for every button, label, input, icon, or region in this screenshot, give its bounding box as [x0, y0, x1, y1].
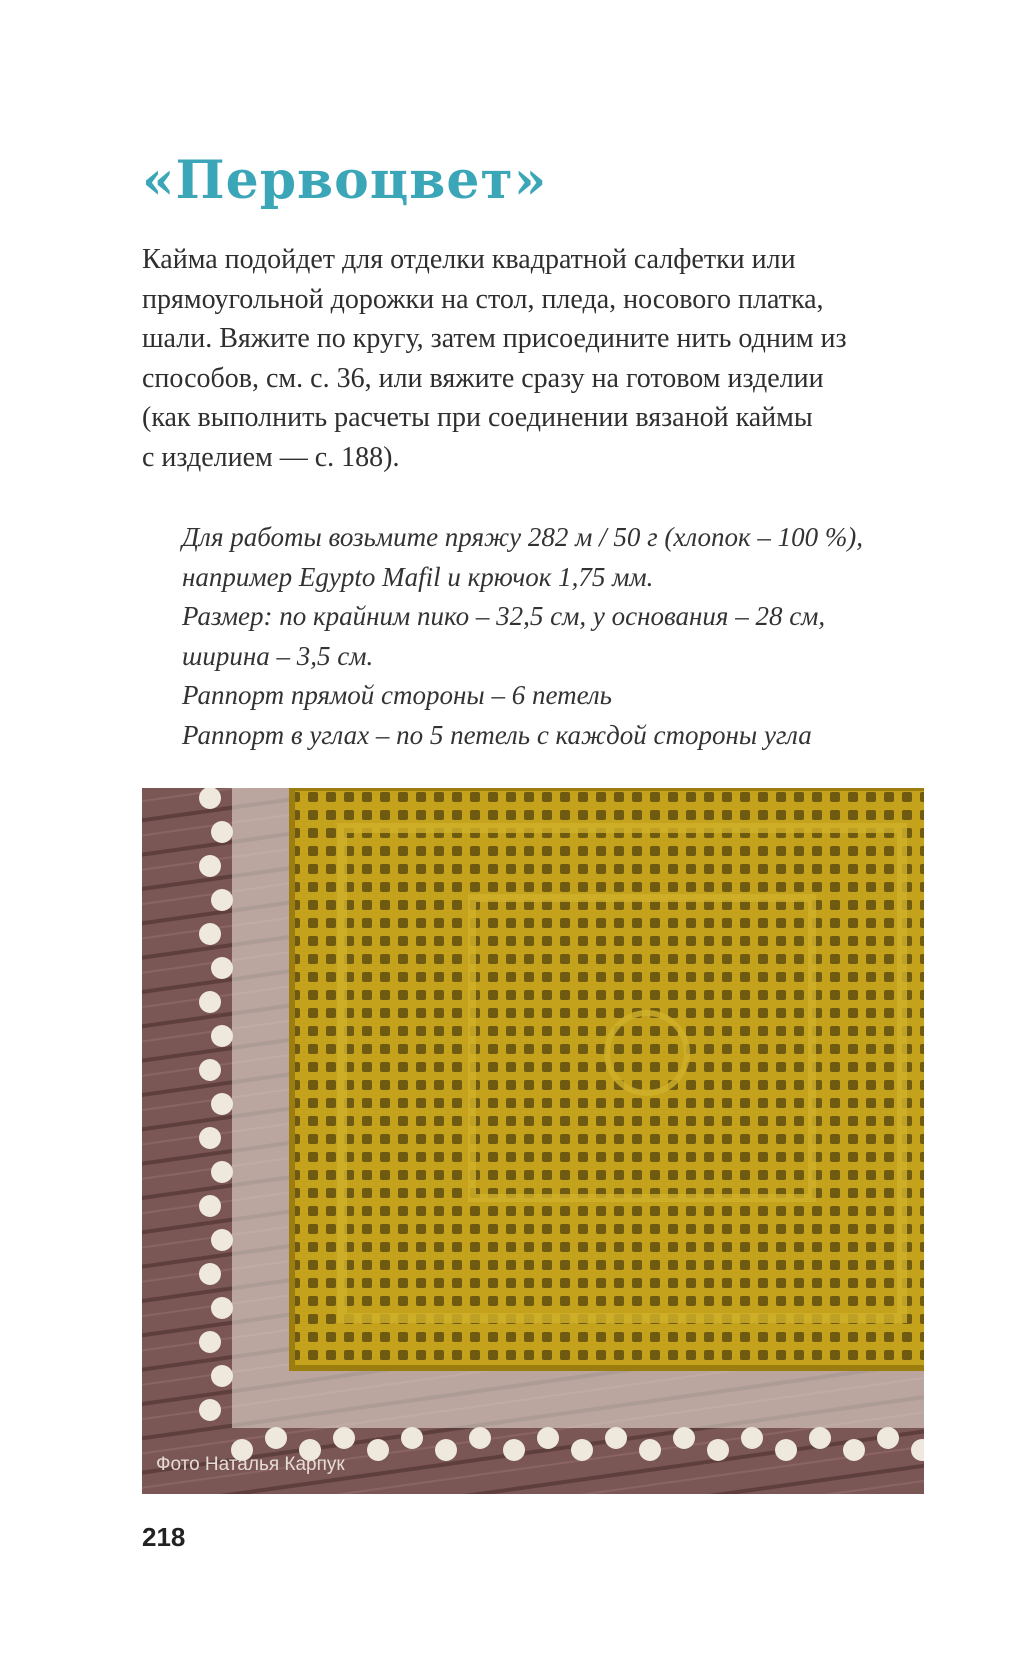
- lace-picot: [211, 957, 233, 979]
- lace-picot: [199, 855, 221, 877]
- lace-picot: [211, 821, 233, 843]
- lace-picot: [707, 1439, 729, 1461]
- spec-line: ширина – 3,5 см.: [182, 640, 374, 671]
- materials-specs: [182, 518, 942, 755]
- intro-line: прямоугольной дорожки на стол, пледа, носового платка,: [142, 283, 824, 315]
- lace-picot: [843, 1439, 865, 1461]
- page-title: «Первоцвет»: [142, 150, 548, 211]
- lace-picot: [211, 1093, 233, 1115]
- spec-line: Размер: по крайним пико – 32,5 см, у основания – 28 см,: [182, 601, 826, 631]
- photo-credit: Фото Наталья Карпук: [156, 1454, 345, 1475]
- intro-line: шали. Вяжите по кругу, затем присоедините нить одним из: [142, 323, 847, 354]
- yellow-doily: [292, 788, 924, 1368]
- lace-picot: [199, 1263, 221, 1285]
- intro-line: с изделием — с. 188).: [142, 441, 400, 473]
- lace-picot: [199, 991, 221, 1013]
- lace-picot: [211, 1161, 233, 1183]
- lace-picot: [673, 1427, 695, 1449]
- lace-picot: [571, 1439, 593, 1461]
- lace-picot: [435, 1439, 457, 1461]
- spec-line: например Egypto Mafil и крючок 1,75 мм.: [182, 561, 654, 592]
- lace-picot: [211, 889, 233, 911]
- lace-picot: [199, 788, 221, 809]
- lace-picot: [367, 1439, 389, 1461]
- lace-picot: [211, 1229, 233, 1251]
- lace-picot: [199, 1127, 221, 1149]
- lace-picot: [605, 1427, 627, 1449]
- spec-line: Раппорт прямой стороны – 6 петель: [182, 680, 612, 710]
- intro-line: способов, см. с. 36, или вяжите сразу на готовом изделии: [142, 362, 824, 394]
- lace-picot: [199, 1195, 221, 1217]
- lace-picot: [809, 1427, 831, 1449]
- crochet-illustration: [142, 788, 924, 1494]
- spec-line: Раппорт в углах – по 5 петель с каждой стороны угла: [182, 719, 812, 750]
- lace-picot: [469, 1427, 491, 1449]
- lace-picot: [741, 1427, 763, 1449]
- spec-line: Для работы возьмите пряжу 282 м / 50 г (хлопок – 100 %),: [182, 522, 864, 552]
- lace-picot: [211, 1025, 233, 1047]
- lace-picot: [877, 1427, 899, 1449]
- lace-picot: [537, 1427, 559, 1449]
- lace-picot: [211, 1365, 233, 1387]
- intro-paragraph: [142, 240, 922, 477]
- lace-picot: [333, 1427, 355, 1449]
- lace-picot: [503, 1439, 525, 1461]
- intro-line: Кайма подойдет для отделки квадратной салфетки или: [142, 244, 796, 275]
- intro-line: (как выполнить расчеты при соединении вязаной каймы: [142, 402, 813, 433]
- lace-picot: [775, 1439, 797, 1461]
- lace-picot: [199, 1059, 221, 1081]
- lace-picot: [265, 1427, 287, 1449]
- crochet-photo: [142, 788, 924, 1494]
- lace-picot: [401, 1427, 423, 1449]
- lace-picot: [211, 1297, 233, 1319]
- page-number: 218: [142, 1522, 186, 1552]
- lace-picot: [639, 1439, 661, 1461]
- lace-picot: [199, 1331, 221, 1353]
- lace-picot: [199, 923, 221, 945]
- lace-picot: [199, 1399, 221, 1421]
